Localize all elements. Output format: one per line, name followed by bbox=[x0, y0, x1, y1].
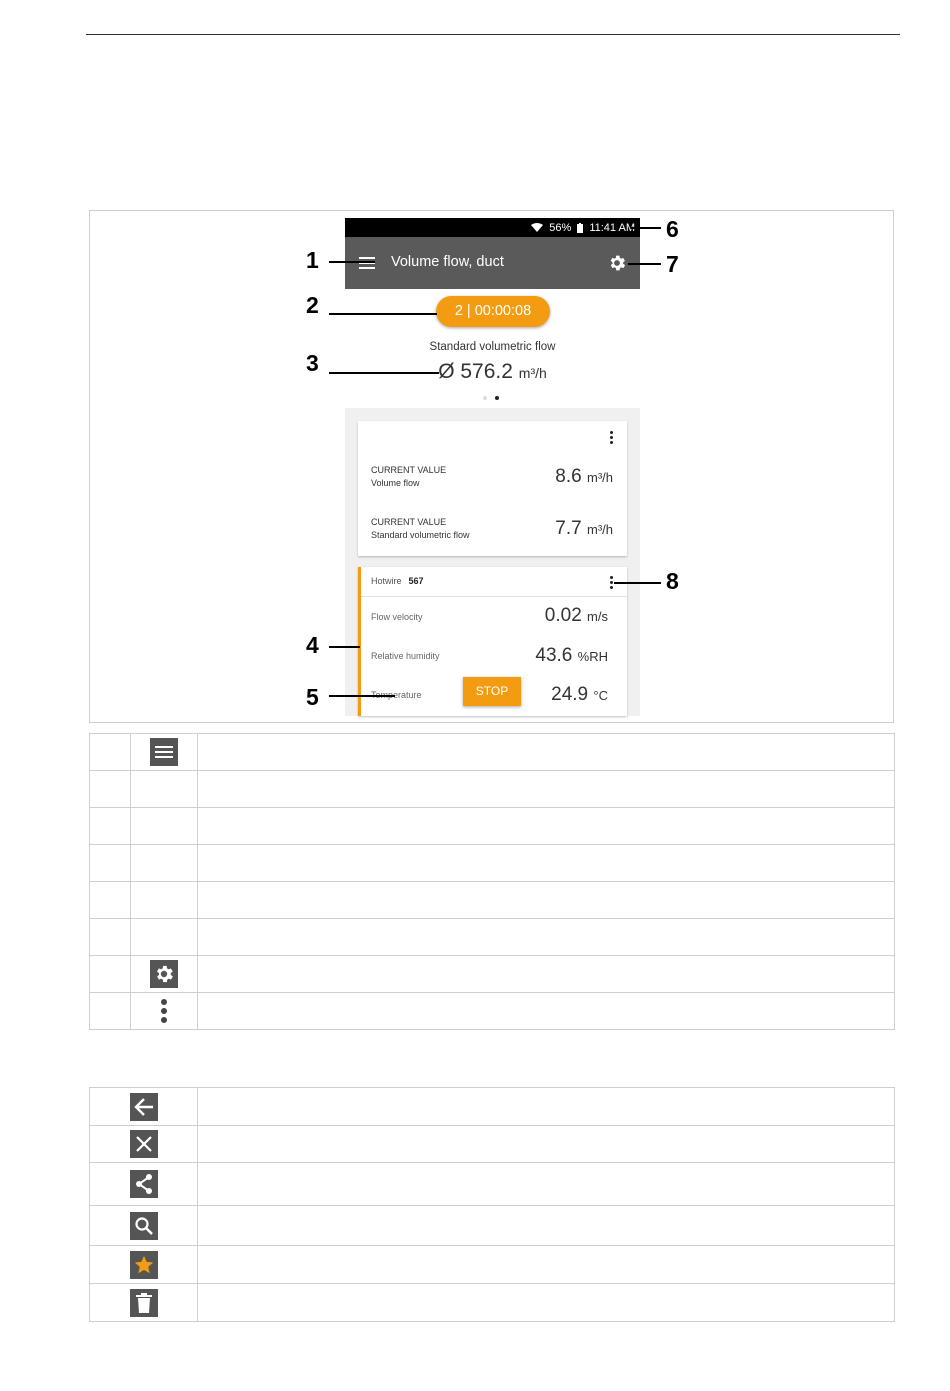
search-icon bbox=[130, 1212, 158, 1240]
callout-3: 3 bbox=[306, 350, 319, 376]
app-bar bbox=[345, 237, 640, 289]
reading-label: Flow velocity bbox=[371, 612, 423, 622]
kebab-icon[interactable] bbox=[610, 431, 614, 446]
callout-line bbox=[329, 695, 395, 697]
stop-button[interactable]: STOP bbox=[463, 677, 521, 706]
page-indicator bbox=[483, 396, 503, 402]
icon-table bbox=[89, 1087, 895, 1322]
divider bbox=[361, 596, 627, 597]
current-value-label: CURRENT VALUE Standard volumetric flow bbox=[371, 517, 470, 540]
table-row bbox=[90, 1206, 895, 1246]
callout-line bbox=[329, 313, 437, 315]
reading-label: Temperature bbox=[371, 690, 422, 700]
callout-line bbox=[329, 261, 375, 263]
table-row bbox=[90, 1088, 895, 1126]
callout-6: 6 bbox=[666, 216, 679, 242]
trash-icon bbox=[130, 1289, 158, 1317]
probe-accent-bar bbox=[358, 567, 361, 716]
battery-icon bbox=[577, 223, 583, 233]
share-icon bbox=[130, 1170, 158, 1198]
table-row bbox=[90, 845, 895, 882]
close-icon bbox=[130, 1130, 158, 1158]
legend-table bbox=[89, 733, 895, 1030]
current-value-reading: 8.6 m³/h bbox=[555, 466, 613, 487]
gear-icon[interactable] bbox=[607, 253, 627, 273]
callout-4: 4 bbox=[306, 632, 319, 658]
callout-7: 7 bbox=[666, 251, 679, 277]
table-row bbox=[90, 771, 895, 808]
top-rule bbox=[86, 34, 900, 35]
callout-8: 8 bbox=[666, 568, 679, 594]
callout-line bbox=[628, 263, 661, 265]
current-value-label: CURRENT VALUE Volume flow bbox=[371, 465, 447, 488]
standard-flow-label: Standard volumetric flow bbox=[429, 341, 556, 353]
callout-line bbox=[631, 227, 661, 229]
table-row bbox=[90, 808, 895, 845]
callout-line bbox=[329, 372, 439, 374]
wifi-icon bbox=[531, 223, 543, 232]
table-row bbox=[90, 956, 895, 993]
probe-tile bbox=[358, 567, 627, 716]
reading-value: 0.02 m/s bbox=[544, 605, 608, 626]
star-icon bbox=[130, 1251, 158, 1279]
kebab-icon bbox=[150, 997, 178, 1025]
timer-pill[interactable]: 2 | 00:00:08 bbox=[436, 296, 550, 327]
status-bar bbox=[345, 218, 640, 237]
callout-line bbox=[614, 582, 661, 584]
current-values-tile bbox=[358, 421, 627, 556]
reading-value: 43.6 %RH bbox=[535, 645, 608, 666]
table-row bbox=[90, 1163, 895, 1206]
table-row bbox=[90, 734, 895, 771]
callout-5: 5 bbox=[306, 684, 319, 710]
standard-flow-value: Ø 576.2 m³/h bbox=[438, 360, 547, 383]
clock: 11:41 AM bbox=[589, 221, 635, 234]
table-row bbox=[90, 1284, 895, 1322]
back-arrow-icon bbox=[130, 1093, 158, 1121]
current-value-reading: 7.7 m³/h bbox=[555, 518, 613, 539]
callout-line bbox=[329, 646, 360, 648]
callout-1: 1 bbox=[306, 247, 319, 273]
table-row bbox=[90, 1246, 895, 1284]
table-row bbox=[90, 1126, 895, 1163]
battery-percent: 56% bbox=[549, 221, 572, 234]
gear-icon bbox=[150, 960, 178, 988]
app-title: Volume flow, duct bbox=[391, 254, 504, 270]
table-row bbox=[90, 882, 895, 919]
reading-label: Relative humidity bbox=[371, 651, 440, 661]
page-dot bbox=[483, 396, 487, 400]
probe-header: Hotwire 567 bbox=[371, 576, 424, 586]
menu-icon bbox=[150, 738, 178, 766]
table-row bbox=[90, 993, 895, 1030]
callout-2: 2 bbox=[306, 292, 319, 318]
menu-icon[interactable] bbox=[359, 257, 375, 270]
page-dot-active bbox=[495, 396, 499, 400]
reading-value: 24.9 °C bbox=[551, 684, 608, 705]
table-row bbox=[90, 919, 895, 956]
